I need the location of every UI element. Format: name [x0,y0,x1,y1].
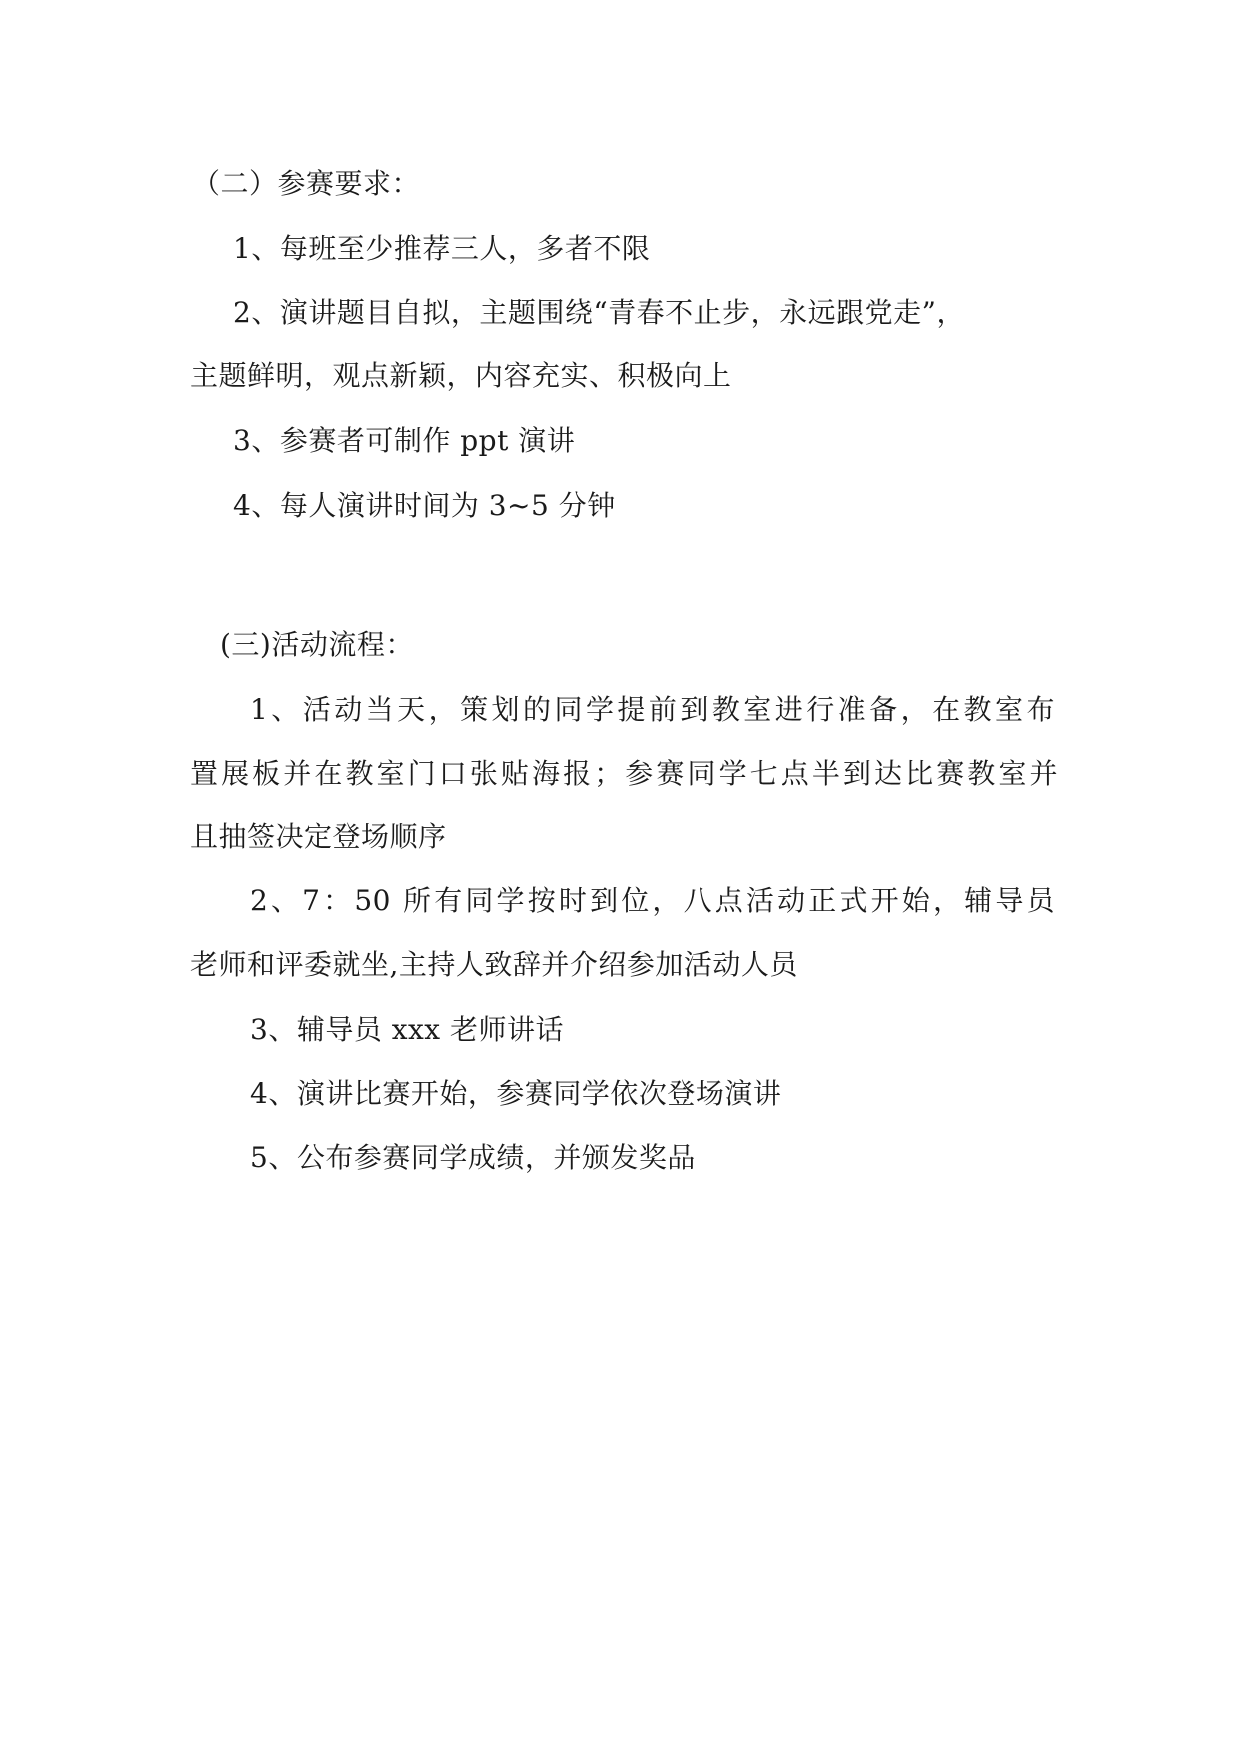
process-item-1: 1、活动当天，策划的同学提前到教室进行准备，在教室布 [250,693,1055,726]
process-item-5: 5、公布参赛同学成绩，并颁发奖品 [250,1141,696,1174]
process-item-2: 2、7：50 所有同学按时到位，八点活动正式开始，辅导员 [250,884,1055,917]
process-item-1-continued-a: 置展板并在教室门口张贴海报；参赛同学七点半到达比赛教室并 [190,757,1058,790]
requirement-item-1: 1、每班至少推荐三人，多者不限 [233,232,651,265]
process-item-3: 3、辅导员 xxx 老师讲话 [250,1013,564,1046]
requirement-item-2-continued: 主题鲜明，观点新颖，内容充实、积极向上 [190,359,732,392]
requirement-item-4: 4、每人演讲时间为 3~5 分钟 [233,489,616,522]
requirement-item-2: 2、演讲题目自拟，主题围绕“青春不止步，永远跟党走”， [233,296,965,329]
requirement-item-3: 3、参赛者可制作 ppt 演讲 [233,424,576,457]
section-heading-requirements: （二）参赛要求： [192,167,421,200]
process-item-4: 4、演讲比赛开始，参赛同学依次登场演讲 [250,1077,782,1110]
process-item-1-continued-b: 且抽签决定登场顺序 [190,820,447,853]
process-item-2-continued: 老师和评委就坐,主持人致辞并介绍参加活动人员 [190,948,798,981]
section-heading-process: (三)活动流程： [220,628,414,661]
